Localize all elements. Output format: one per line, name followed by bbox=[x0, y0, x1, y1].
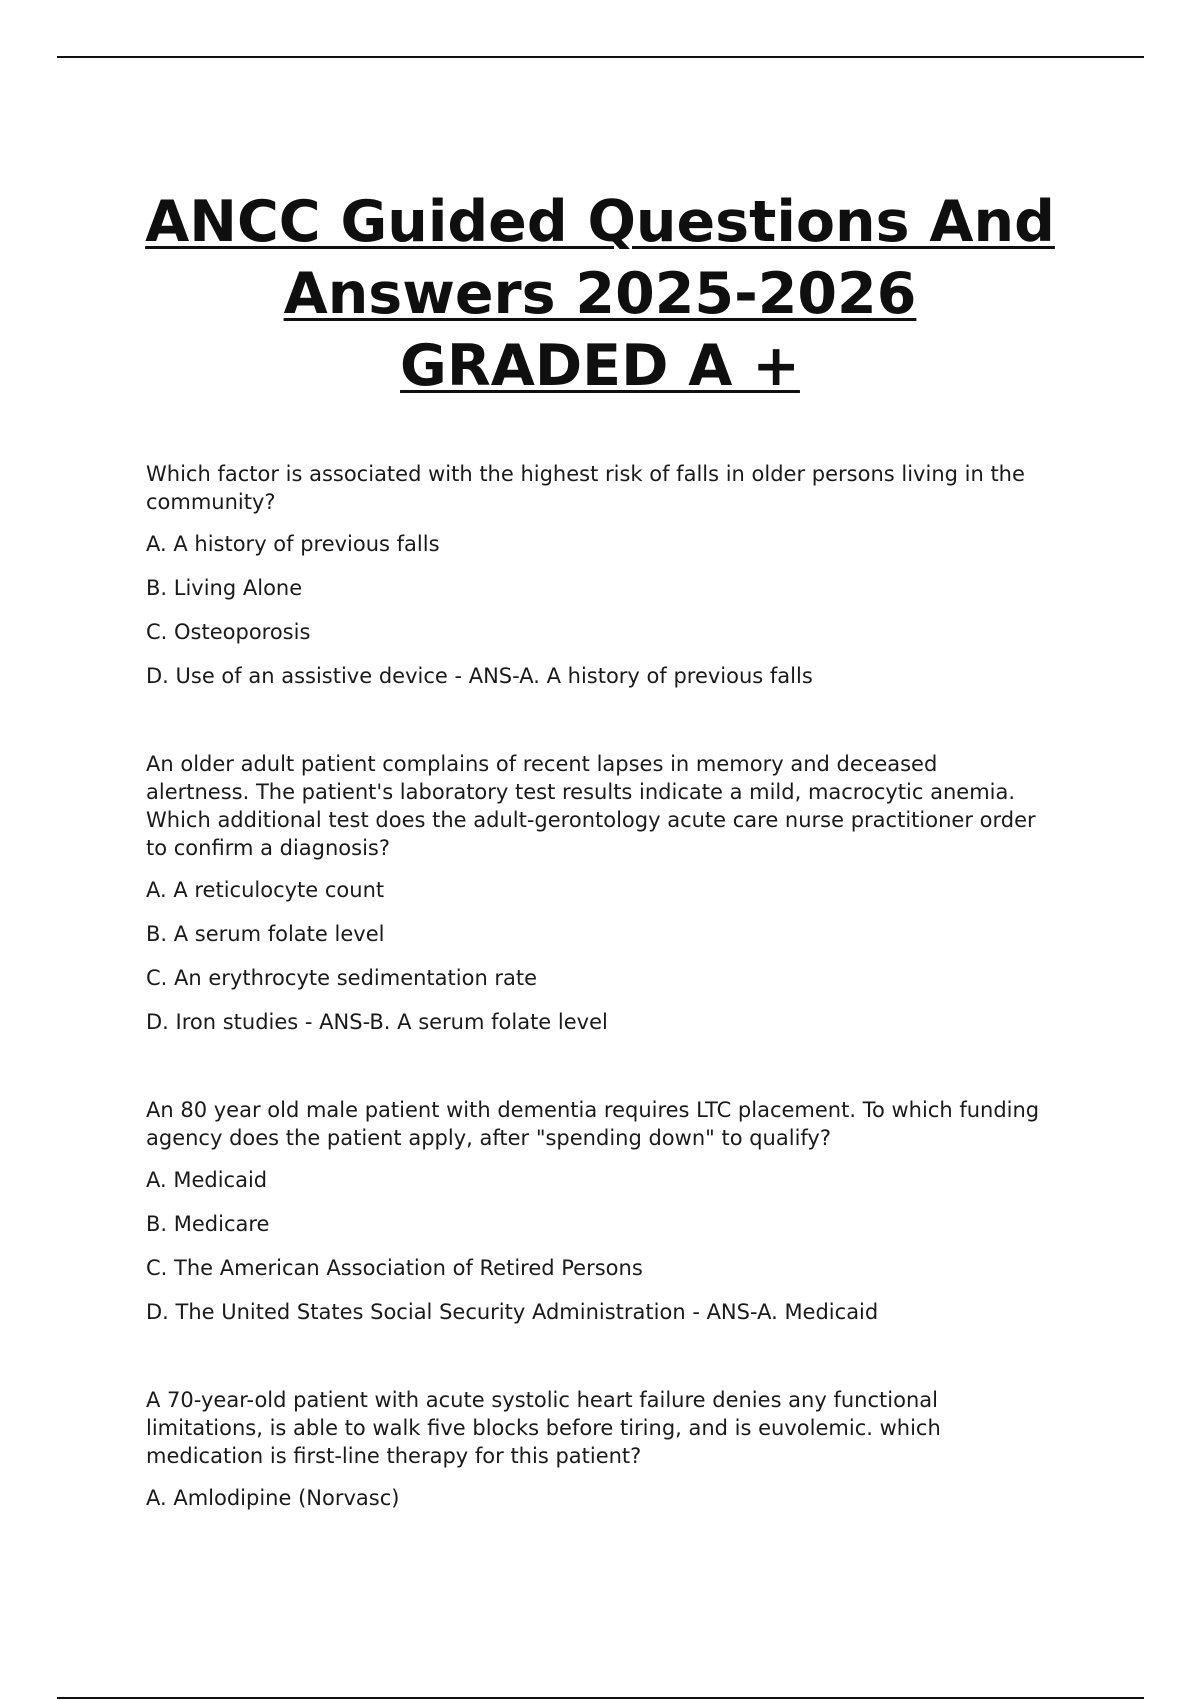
title-line-2: Answers 2025-2026 bbox=[283, 261, 917, 327]
question-text: Which factor is associated with the highest risk of falls in older persons living in the community? bbox=[146, 462, 1025, 514]
question-text: An older adult patient complains of recent lapses in memory and deceased alertness. The patient's laboratory test results indicate a mild, macrocytic anemia. Which additional test does the adult-gerontology acute care nurse practitioner order to confirm a diagnosis? bbox=[146, 752, 1036, 860]
answer-option: D. Iron studies - ANS-B. A serum folate level bbox=[146, 1010, 608, 1034]
question-text: An 80 year old male patient with dementia requires LTC placement. To which funding agency does the patient apply, after "spending down" to qualify? bbox=[146, 1098, 1040, 1150]
question-block-4 bbox=[146, 1386, 1046, 1512]
question-block-2 bbox=[146, 750, 1046, 1036]
answer-option: C. The American Association of Retired Persons bbox=[146, 1256, 643, 1280]
answer-option: C. Osteoporosis bbox=[146, 620, 311, 644]
answer-option: B. Living Alone bbox=[146, 576, 303, 600]
bottom-rule bbox=[57, 1697, 1144, 1699]
question-block-1 bbox=[146, 460, 1046, 690]
answer-option: A. Amlodipine (Norvasc) bbox=[146, 1486, 400, 1510]
answer-option: A. A history of previous falls bbox=[146, 532, 440, 556]
answer-option: D. Use of an assistive device - ANS-A. A history of previous falls bbox=[146, 664, 813, 688]
question-text: A 70-year-old patient with acute systolic heart failure denies any functional limitations, is able to walk five blocks before tiring, and is euvolemic. which medication is first-line therapy for this patient? bbox=[146, 1388, 941, 1468]
title-line-3: GRADED A + bbox=[400, 333, 800, 399]
question-list bbox=[146, 460, 1046, 1572]
answer-option: A. Medicaid bbox=[146, 1168, 268, 1192]
answer-option: B. Medicare bbox=[146, 1212, 270, 1236]
document-title bbox=[100, 186, 1100, 402]
answer-option: C. An erythrocyte sedimentation rate bbox=[146, 966, 538, 990]
question-block-3 bbox=[146, 1096, 1046, 1326]
top-rule bbox=[57, 56, 1144, 58]
answer-option: A. A reticulocyte count bbox=[146, 878, 385, 902]
title-line-1: ANCC Guided Questions And bbox=[145, 189, 1055, 255]
answer-option: B. A serum folate level bbox=[146, 922, 385, 946]
answer-option: D. The United States Social Security Administration - ANS-A. Medicaid bbox=[146, 1300, 879, 1324]
